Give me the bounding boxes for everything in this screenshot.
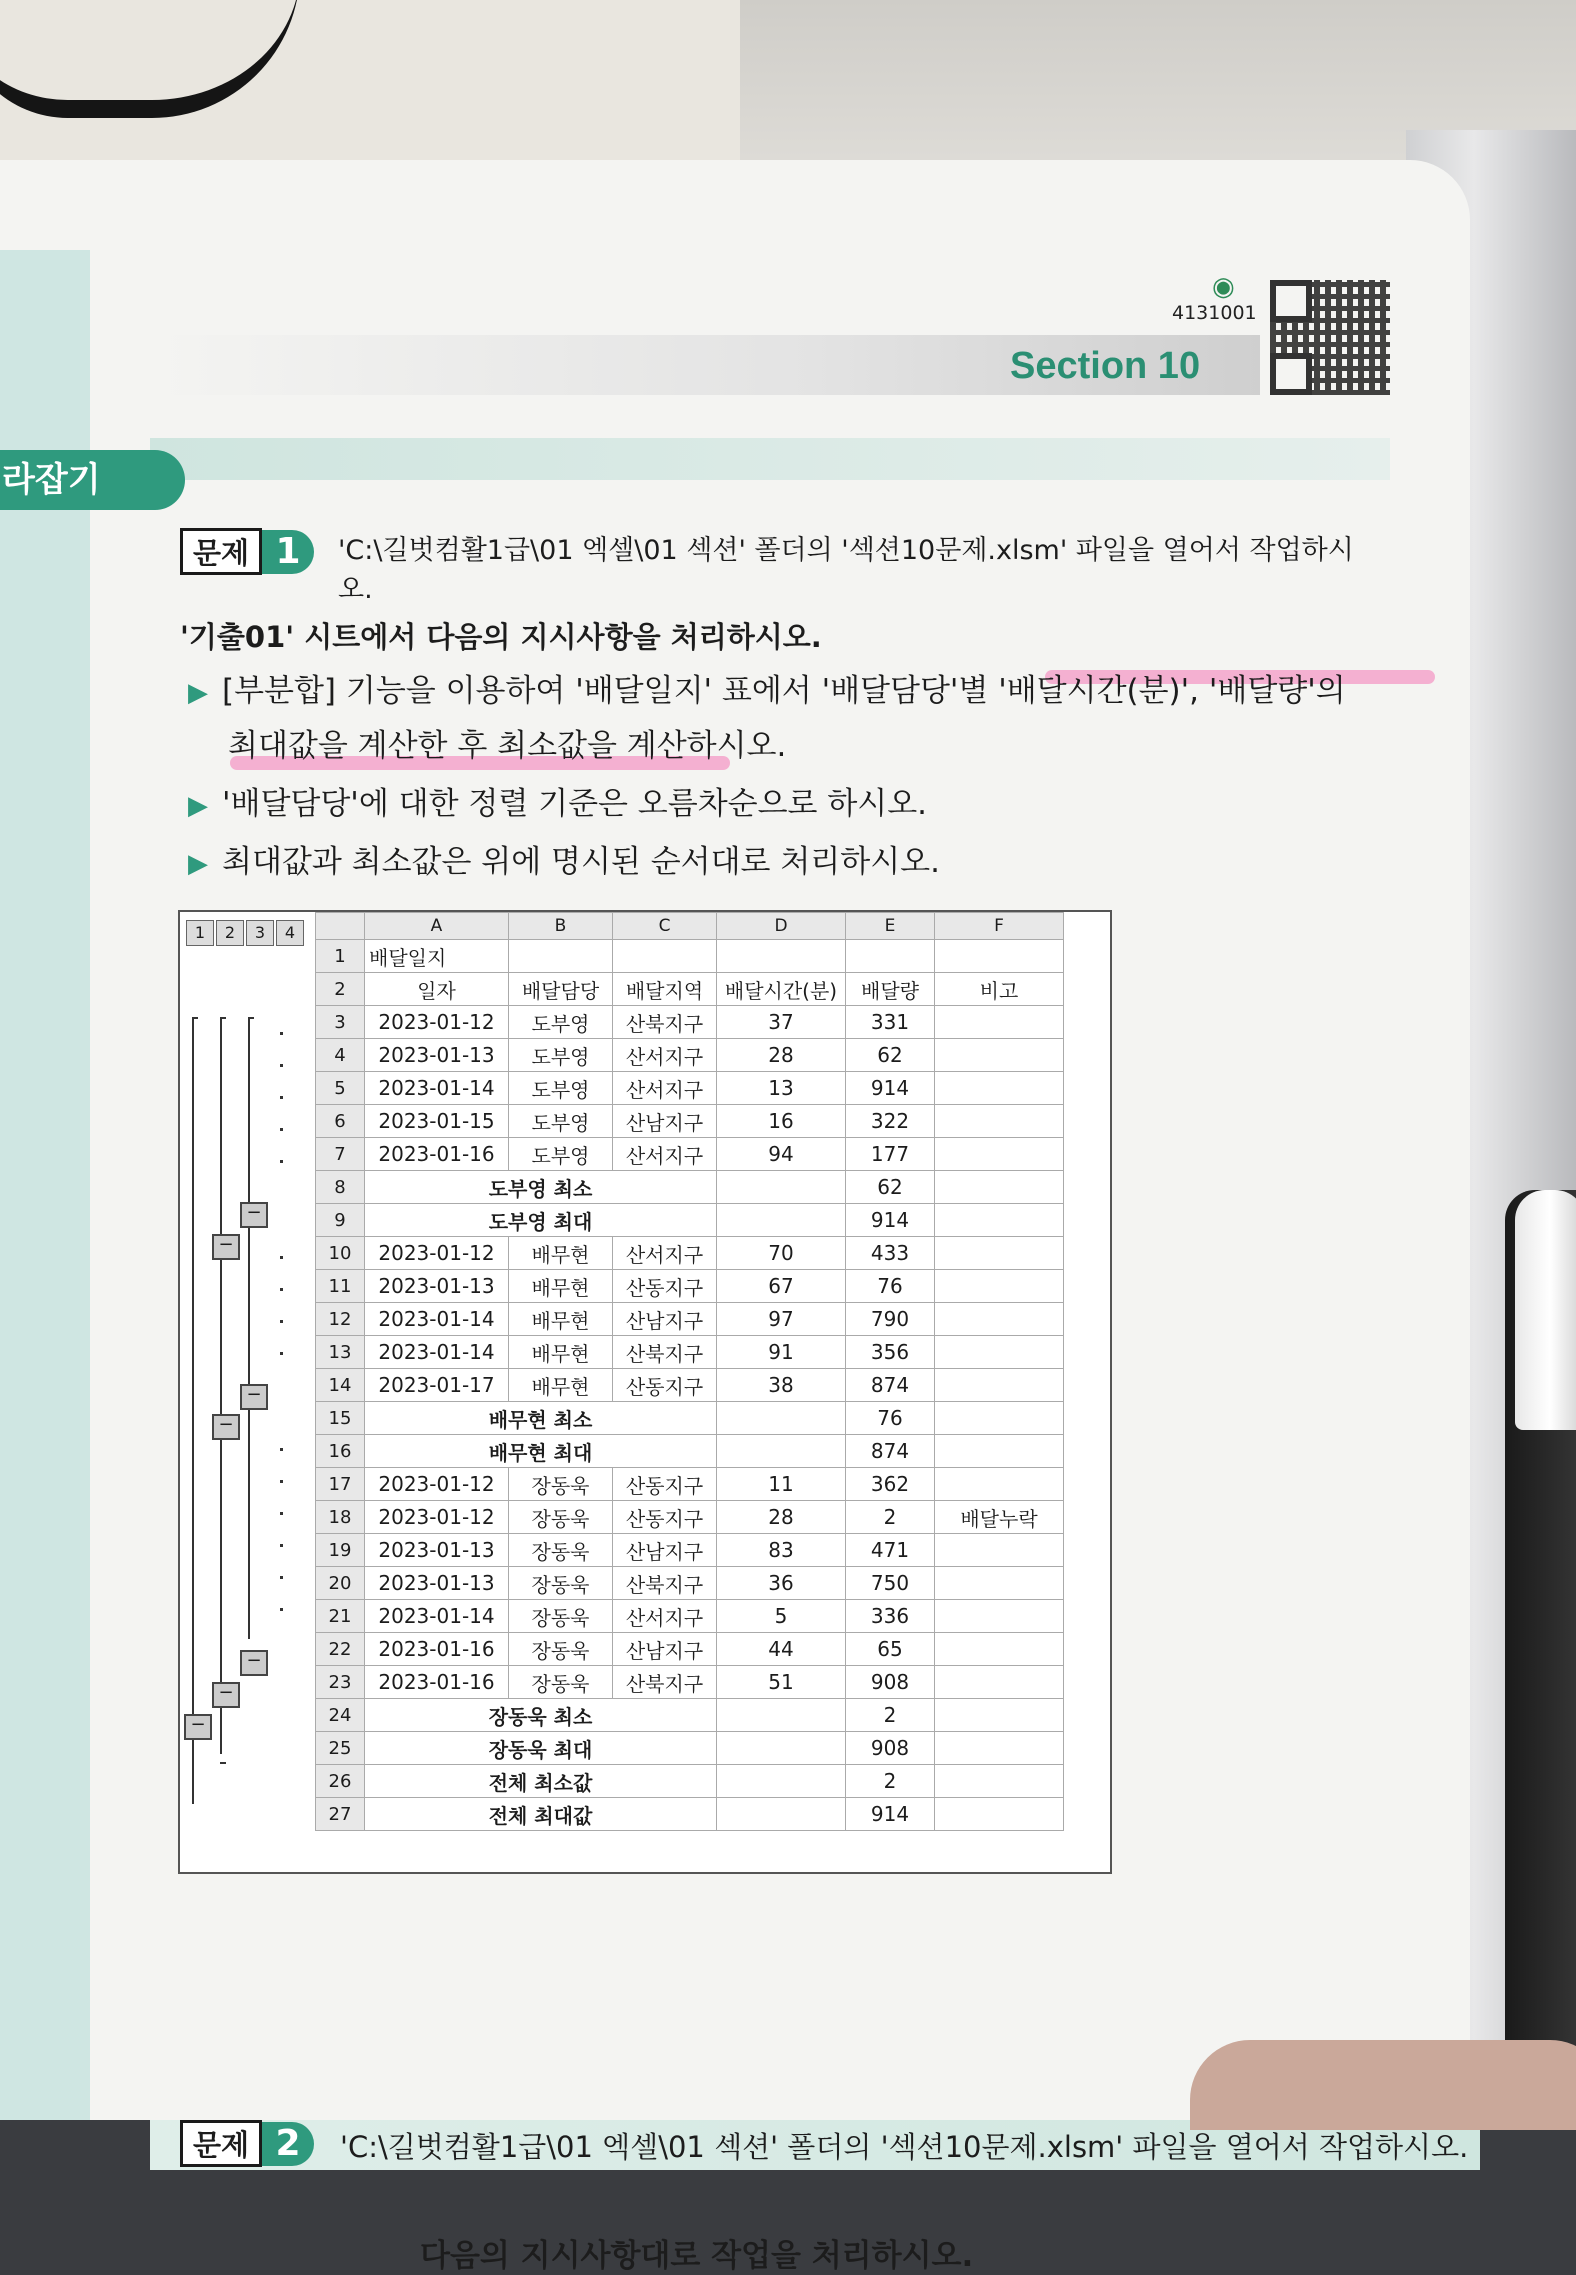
delivery-amount-cell[interactable]: 331 xyxy=(846,1006,935,1039)
outline-dot xyxy=(280,1448,283,1451)
question-1-subtitle: '기출01' 시트에서 다음의 지시사항을 처리하시오. xyxy=(180,620,822,654)
question-1-path: 'C:\길벗컴활1급\01 엑셀\01 섹션' 폴더의 '섹션10문제.xlsm' 파일을 열어서 작업하시오. xyxy=(338,535,1354,605)
delivery-amount-cell[interactable]: 471 xyxy=(846,1534,935,1567)
courier-cell[interactable]: 도부영 xyxy=(509,1006,613,1039)
outline-dot xyxy=(280,1320,283,1323)
outline-level-1-button[interactable]: 1 xyxy=(186,920,214,946)
delivery-time-cell[interactable] xyxy=(717,1171,846,1204)
outline-bracket xyxy=(220,1762,226,1764)
courier-cell[interactable]: 도부영 xyxy=(509,1138,613,1171)
delivery-time-cell[interactable]: 28 xyxy=(717,1501,846,1534)
table-row xyxy=(316,1006,1064,1039)
table-row xyxy=(316,1567,1064,1600)
row-number: 8 xyxy=(316,1171,365,1204)
note-cell[interactable] xyxy=(935,1138,1064,1171)
date-cell[interactable]: 2023-01-16 xyxy=(365,1666,509,1699)
table-row xyxy=(316,1072,1064,1105)
row-number: 15 xyxy=(316,1402,365,1435)
row-number: 7 xyxy=(316,1138,365,1171)
date-cell[interactable]: 2023-01-15 xyxy=(365,1105,509,1138)
delivery-time-cell[interactable] xyxy=(717,1732,846,1765)
outline-dot xyxy=(280,1160,283,1163)
delivery-time-cell[interactable]: 11 xyxy=(717,1468,846,1501)
date-cell[interactable]: 2023-01-12 xyxy=(365,1468,509,1501)
note-cell[interactable] xyxy=(935,1402,1064,1435)
region-cell[interactable]: 산남지구 xyxy=(613,1105,717,1138)
note-cell[interactable] xyxy=(935,1006,1064,1039)
delivery-amount-cell[interactable]: 2 xyxy=(846,1501,935,1534)
row-number: 17 xyxy=(316,1468,365,1501)
subtotal-row xyxy=(316,1402,1064,1435)
outline-dot xyxy=(280,1032,283,1035)
note-cell[interactable] xyxy=(935,1237,1064,1270)
delivery-time-cell[interactable]: 83 xyxy=(717,1534,846,1567)
outline-dot xyxy=(280,1576,283,1579)
row-number: 25 xyxy=(316,1732,365,1765)
date-cell[interactable]: 2023-01-14 xyxy=(365,1336,509,1369)
column-header-f[interactable]: F xyxy=(935,913,1064,940)
courier-cell[interactable]: 장동욱 xyxy=(509,1501,613,1534)
sheet-title-row xyxy=(316,940,1064,973)
delivery-time-cell[interactable]: 51 xyxy=(717,1666,846,1699)
subtotal-label-cell[interactable]: 배무현 최대 xyxy=(365,1435,717,1468)
courier-cell[interactable]: 배무현 xyxy=(509,1303,613,1336)
subtotal-row xyxy=(316,1732,1064,1765)
header-cell[interactable]: 비고 xyxy=(935,973,1064,1006)
delivery-amount-cell[interactable]: 2 xyxy=(846,1699,935,1732)
note-cell[interactable] xyxy=(935,1171,1064,1204)
region-cell[interactable]: 산서지구 xyxy=(613,1072,717,1105)
question-label: 문제 xyxy=(180,528,262,575)
note-cell[interactable] xyxy=(935,1666,1064,1699)
chapter-tab: 라잡기 xyxy=(0,450,185,510)
courier-cell[interactable]: 장동욱 xyxy=(509,1468,613,1501)
question-2-badge xyxy=(180,2120,314,2167)
header-cell[interactable]: 배달담당 xyxy=(509,973,613,1006)
note-cell[interactable] xyxy=(935,1105,1064,1138)
delivery-time-cell[interactable]: 37 xyxy=(717,1006,846,1039)
column-header-b[interactable]: B xyxy=(509,913,613,940)
date-cell[interactable]: 2023-01-13 xyxy=(365,1567,509,1600)
delivery-time-cell[interactable] xyxy=(717,1435,846,1468)
date-cell[interactable]: 2023-01-12 xyxy=(365,1501,509,1534)
delivery-time-cell[interactable]: 44 xyxy=(717,1633,846,1666)
row-number: 1 xyxy=(316,940,365,973)
collapse-minus-icon[interactable]: − xyxy=(240,1650,268,1676)
collapse-minus-icon[interactable]: − xyxy=(212,1414,240,1440)
chapter-line xyxy=(150,438,1390,480)
delivery-amount-cell[interactable]: 2 xyxy=(846,1765,935,1798)
region-cell[interactable]: 산남지구 xyxy=(613,1303,717,1336)
question-number: 2 xyxy=(262,2122,314,2166)
delivery-time-cell[interactable]: 67 xyxy=(717,1270,846,1303)
video-camera-icon: ◉ xyxy=(1212,272,1235,302)
row-number: 19 xyxy=(316,1534,365,1567)
triangle-bullet-icon: ▶ xyxy=(188,678,208,708)
note-cell[interactable] xyxy=(935,1303,1064,1336)
finger xyxy=(1190,2040,1576,2130)
table-row xyxy=(316,1600,1064,1633)
triangle-bullet-icon: ▶ xyxy=(188,791,208,821)
date-cell[interactable]: 2023-01-12 xyxy=(365,1006,509,1039)
outline-level-2-button[interactable]: 2 xyxy=(216,920,244,946)
outline-bracket xyxy=(248,1214,254,1386)
row-number: 10 xyxy=(316,1237,365,1270)
table-row xyxy=(316,1633,1064,1666)
sheet-title-cell[interactable]: 배달일지 xyxy=(365,940,509,973)
date-cell[interactable]: 2023-01-16 xyxy=(365,1633,509,1666)
qr-code-number: 4131001 xyxy=(1172,302,1257,324)
row-number: 21 xyxy=(316,1600,365,1633)
courier-cell[interactable]: 장동욱 xyxy=(509,1567,613,1600)
table-row xyxy=(316,1303,1064,1336)
outline-dot xyxy=(280,1064,283,1067)
outline-bracket xyxy=(248,1017,254,1204)
courier-cell[interactable]: 배무현 xyxy=(509,1270,613,1303)
book-page xyxy=(0,160,1470,2274)
row-number: 27 xyxy=(316,1798,365,1831)
delivery-amount-cell[interactable]: 914 xyxy=(846,1204,935,1237)
delivery-amount-cell[interactable]: 336 xyxy=(846,1600,935,1633)
row-number: 22 xyxy=(316,1633,365,1666)
region-cell[interactable]: 산북지구 xyxy=(613,1567,717,1600)
note-cell[interactable] xyxy=(935,1600,1064,1633)
header-cell[interactable]: 배달지역 xyxy=(613,973,717,1006)
outline-bracket xyxy=(248,1397,254,1639)
courier-cell[interactable]: 장동욱 xyxy=(509,1633,613,1666)
row-number: 2 xyxy=(316,973,365,1006)
date-cell[interactable]: 2023-01-13 xyxy=(365,1534,509,1567)
row-number: 6 xyxy=(316,1105,365,1138)
delivery-time-cell[interactable]: 94 xyxy=(717,1138,846,1171)
question-label: 문제 xyxy=(180,2120,262,2167)
region-cell[interactable]: 산북지구 xyxy=(613,1006,717,1039)
subtotal-label-cell[interactable]: 장동욱 최소 xyxy=(365,1699,717,1732)
outline-dot xyxy=(280,1128,283,1131)
outline-dot xyxy=(280,1480,283,1483)
column-header-c[interactable]: C xyxy=(613,913,717,940)
date-cell[interactable]: 2023-01-12 xyxy=(365,1237,509,1270)
date-cell[interactable]: 2023-01-14 xyxy=(365,1072,509,1105)
subtotal-label-cell[interactable]: 전체 최소값 xyxy=(365,1765,717,1798)
outline-dot xyxy=(280,1256,283,1259)
qr-code-icon xyxy=(1270,280,1390,395)
date-cell[interactable]: 2023-01-14 xyxy=(365,1600,509,1633)
collapse-minus-icon[interactable]: − xyxy=(212,1682,240,1708)
row-number: 14 xyxy=(316,1369,365,1402)
region-cell[interactable]: 산서지구 xyxy=(613,1237,717,1270)
cell[interactable] xyxy=(846,940,935,973)
delivery-amount-cell[interactable]: 177 xyxy=(846,1138,935,1171)
outline-dot xyxy=(280,1512,283,1515)
delivery-time-cell[interactable] xyxy=(717,1798,846,1831)
delivery-time-cell[interactable]: 91 xyxy=(717,1336,846,1369)
row-number: 16 xyxy=(316,1435,365,1468)
courier-cell[interactable]: 배무현 xyxy=(509,1336,613,1369)
delivery-amount-cell[interactable]: 322 xyxy=(846,1105,935,1138)
table-row xyxy=(316,1336,1064,1369)
table-row xyxy=(316,1105,1064,1138)
subtotal-row xyxy=(316,1435,1064,1468)
row-number: 23 xyxy=(316,1666,365,1699)
subtotal-row xyxy=(316,1765,1064,1798)
delivery-time-cell[interactable] xyxy=(717,1204,846,1237)
courier-cell[interactable]: 도부영 xyxy=(509,1072,613,1105)
courier-cell[interactable]: 장동욱 xyxy=(509,1666,613,1699)
question-number: 1 xyxy=(262,530,314,574)
marker-cap xyxy=(1515,1190,1576,1430)
collapse-minus-icon[interactable]: − xyxy=(184,1714,212,1740)
bullet-item: ▶ '배달담당'에 대한 정렬 기준은 오름차순으로 하시오. xyxy=(188,786,928,822)
column-header-a[interactable]: A xyxy=(365,913,509,940)
row-number: 13 xyxy=(316,1336,365,1369)
column-header-row xyxy=(316,913,1064,940)
delivery-time-cell[interactable]: 97 xyxy=(717,1303,846,1336)
question-2-subtitle: 다음의 지시사항대로 작업을 처리하시오. xyxy=(420,2238,974,2274)
table-row xyxy=(316,1039,1064,1072)
region-cell[interactable]: 산북지구 xyxy=(613,1336,717,1369)
subtotal-row xyxy=(316,1798,1064,1831)
note-cell[interactable] xyxy=(935,1369,1064,1402)
header-cell[interactable]: 배달량 xyxy=(846,973,935,1006)
cell[interactable] xyxy=(613,940,717,973)
delivery-amount-cell[interactable]: 76 xyxy=(846,1402,935,1435)
outline-dot xyxy=(280,1608,283,1611)
region-cell[interactable]: 산서지구 xyxy=(613,1138,717,1171)
courier-cell[interactable]: 배무현 xyxy=(509,1237,613,1270)
delivery-amount-cell[interactable]: 65 xyxy=(846,1633,935,1666)
note-cell[interactable] xyxy=(935,1534,1064,1567)
note-cell[interactable] xyxy=(935,1072,1064,1105)
delivery-time-cell[interactable]: 36 xyxy=(717,1567,846,1600)
triangle-bullet-icon: ▶ xyxy=(188,849,208,879)
region-cell[interactable]: 산동지구 xyxy=(613,1270,717,1303)
region-cell[interactable]: 산동지구 xyxy=(613,1369,717,1402)
note-cell[interactable] xyxy=(935,1567,1064,1600)
section-title: Section 10 xyxy=(1010,345,1201,387)
table-row xyxy=(316,1369,1064,1402)
row-number: 20 xyxy=(316,1567,365,1600)
delivery-amount-cell[interactable]: 750 xyxy=(846,1567,935,1600)
sheet-grid xyxy=(315,912,1064,1831)
header-cell[interactable]: 배달시간(분) xyxy=(717,973,846,1006)
row-number: 9 xyxy=(316,1204,365,1237)
spreadsheet-screenshot xyxy=(178,910,1112,1874)
courier-cell[interactable]: 장동욱 xyxy=(509,1534,613,1567)
delivery-time-cell[interactable]: 38 xyxy=(717,1369,846,1402)
table-row xyxy=(316,1270,1064,1303)
delivery-time-cell[interactable]: 28 xyxy=(717,1039,846,1072)
delivery-amount-cell[interactable]: 76 xyxy=(846,1270,935,1303)
courier-cell[interactable]: 장동욱 xyxy=(509,1600,613,1633)
outline-dot xyxy=(280,1352,283,1355)
note-cell[interactable] xyxy=(935,1270,1064,1303)
note-cell[interactable]: 배달누락 xyxy=(935,1501,1064,1534)
delivery-amount-cell[interactable]: 362 xyxy=(846,1468,935,1501)
outline-bar xyxy=(180,952,315,1852)
bullet-item: ▶ 최대값과 최소값은 위에 명시된 순서대로 처리하시오. xyxy=(188,844,940,880)
delivery-time-cell[interactable]: 16 xyxy=(717,1105,846,1138)
row-number: 12 xyxy=(316,1303,365,1336)
courier-cell[interactable]: 배무현 xyxy=(509,1369,613,1402)
region-cell[interactable]: 산남지구 xyxy=(613,1633,717,1666)
left-color-band xyxy=(0,250,90,2120)
delivery-amount-cell[interactable]: 908 xyxy=(846,1666,935,1699)
cell[interactable] xyxy=(509,940,613,973)
note-cell[interactable] xyxy=(935,1699,1064,1732)
outline-bracket xyxy=(220,1017,226,1754)
select-all-corner[interactable] xyxy=(316,913,365,940)
data-rows xyxy=(316,1006,1064,1831)
delivery-time-cell[interactable] xyxy=(717,1699,846,1732)
courier-cell[interactable]: 도부영 xyxy=(509,1039,613,1072)
delivery-time-cell[interactable]: 5 xyxy=(717,1600,846,1633)
region-cell[interactable]: 산동지구 xyxy=(613,1468,717,1501)
subtotal-label-cell[interactable]: 배무현 최소 xyxy=(365,1402,717,1435)
table-row xyxy=(316,1666,1064,1699)
outline-dot xyxy=(280,1544,283,1547)
date-cell[interactable]: 2023-01-16 xyxy=(365,1138,509,1171)
delivery-amount-cell[interactable]: 914 xyxy=(846,1072,935,1105)
row-number: 18 xyxy=(316,1501,365,1534)
note-cell[interactable] xyxy=(935,1633,1064,1666)
column-header-e[interactable]: E xyxy=(846,913,935,940)
header-cell[interactable]: 일자 xyxy=(365,973,509,1006)
note-cell[interactable] xyxy=(935,1336,1064,1369)
row-number: 3 xyxy=(316,1006,365,1039)
outline-level-3-button[interactable]: 3 xyxy=(246,920,274,946)
collapse-minus-icon[interactable]: − xyxy=(240,1202,268,1228)
subtotal-row xyxy=(316,1204,1064,1237)
note-cell[interactable] xyxy=(935,1039,1064,1072)
note-cell[interactable] xyxy=(935,1204,1064,1237)
collapse-minus-icon[interactable]: − xyxy=(212,1234,240,1260)
table-row xyxy=(316,1138,1064,1171)
outline-level-buttons xyxy=(186,920,306,946)
bullet-item-continued: 최대값을 계산한 후 최소값을 계산하시오. xyxy=(228,728,787,764)
delivery-amount-cell[interactable]: 914 xyxy=(846,1798,935,1831)
row-number: 5 xyxy=(316,1072,365,1105)
subtotal-label-cell[interactable]: 전체 최대값 xyxy=(365,1798,717,1831)
delivery-amount-cell[interactable]: 908 xyxy=(846,1732,935,1765)
cell[interactable] xyxy=(717,940,846,973)
question-1-badge xyxy=(180,528,314,575)
delivery-amount-cell[interactable]: 356 xyxy=(846,1336,935,1369)
collapse-minus-icon[interactable]: − xyxy=(240,1384,268,1410)
date-cell[interactable]: 2023-01-17 xyxy=(365,1369,509,1402)
delivery-time-cell[interactable] xyxy=(717,1765,846,1798)
delivery-amount-cell[interactable]: 790 xyxy=(846,1303,935,1336)
region-cell[interactable]: 산서지구 xyxy=(613,1600,717,1633)
bullet-item: ▶ [부분합] 기능을 이용하여 '배달일지' 표에서 '배달담당'별 '배달시간(분)', '배달량'의 xyxy=(188,673,1346,709)
region-cell[interactable]: 산동지구 xyxy=(613,1501,717,1534)
outline-dot xyxy=(280,1096,283,1099)
delivery-amount-cell[interactable]: 433 xyxy=(846,1237,935,1270)
column-header-d[interactable]: D xyxy=(717,913,846,940)
note-cell[interactable] xyxy=(935,1468,1064,1501)
question-2-path: 'C:\길벗컴활1급\01 엑셀\01 섹션' 폴더의 '섹션10문제.xlsm' 파일을 열어서 작업하시오. xyxy=(340,2130,1469,2164)
table-row xyxy=(316,1237,1064,1270)
delivery-amount-cell[interactable]: 62 xyxy=(846,1039,935,1072)
table-row xyxy=(316,1468,1064,1501)
region-cell[interactable]: 산북지구 xyxy=(613,1666,717,1699)
region-cell[interactable]: 산남지구 xyxy=(613,1534,717,1567)
region-cell[interactable]: 산서지구 xyxy=(613,1039,717,1072)
date-cell[interactable]: 2023-01-14 xyxy=(365,1303,509,1336)
outline-level-4-button[interactable]: 4 xyxy=(276,920,304,946)
header-row xyxy=(316,973,1064,1006)
delivery-amount-cell[interactable]: 874 xyxy=(846,1369,935,1402)
delivery-amount-cell[interactable]: 874 xyxy=(846,1435,935,1468)
delivery-time-cell[interactable]: 13 xyxy=(717,1072,846,1105)
subtotal-row xyxy=(316,1171,1064,1204)
subtotal-row xyxy=(316,1699,1064,1732)
subtotal-label-cell[interactable]: 장동욱 최대 xyxy=(365,1732,717,1765)
row-number: 26 xyxy=(316,1765,365,1798)
cell[interactable] xyxy=(935,940,1064,973)
note-cell[interactable] xyxy=(935,1765,1064,1798)
row-number: 4 xyxy=(316,1039,365,1072)
note-cell[interactable] xyxy=(935,1798,1064,1831)
row-number: 24 xyxy=(316,1699,365,1732)
courier-cell[interactable]: 도부영 xyxy=(509,1105,613,1138)
note-cell[interactable] xyxy=(935,1732,1064,1765)
subtotal-label-cell[interactable]: 도부영 최소 xyxy=(365,1171,717,1204)
delivery-time-cell[interactable]: 70 xyxy=(717,1237,846,1270)
outline-bracket xyxy=(192,1017,198,1804)
delivery-time-cell[interactable] xyxy=(717,1402,846,1435)
table-row xyxy=(316,1534,1064,1567)
row-number: 11 xyxy=(316,1270,365,1303)
date-cell[interactable]: 2023-01-13 xyxy=(365,1039,509,1072)
note-cell[interactable] xyxy=(935,1435,1064,1468)
subtotal-label-cell[interactable]: 도부영 최대 xyxy=(365,1204,717,1237)
table-row xyxy=(316,1501,1064,1534)
outline-dot xyxy=(280,1288,283,1291)
date-cell[interactable]: 2023-01-13 xyxy=(365,1270,509,1303)
delivery-amount-cell[interactable]: 62 xyxy=(846,1171,935,1204)
